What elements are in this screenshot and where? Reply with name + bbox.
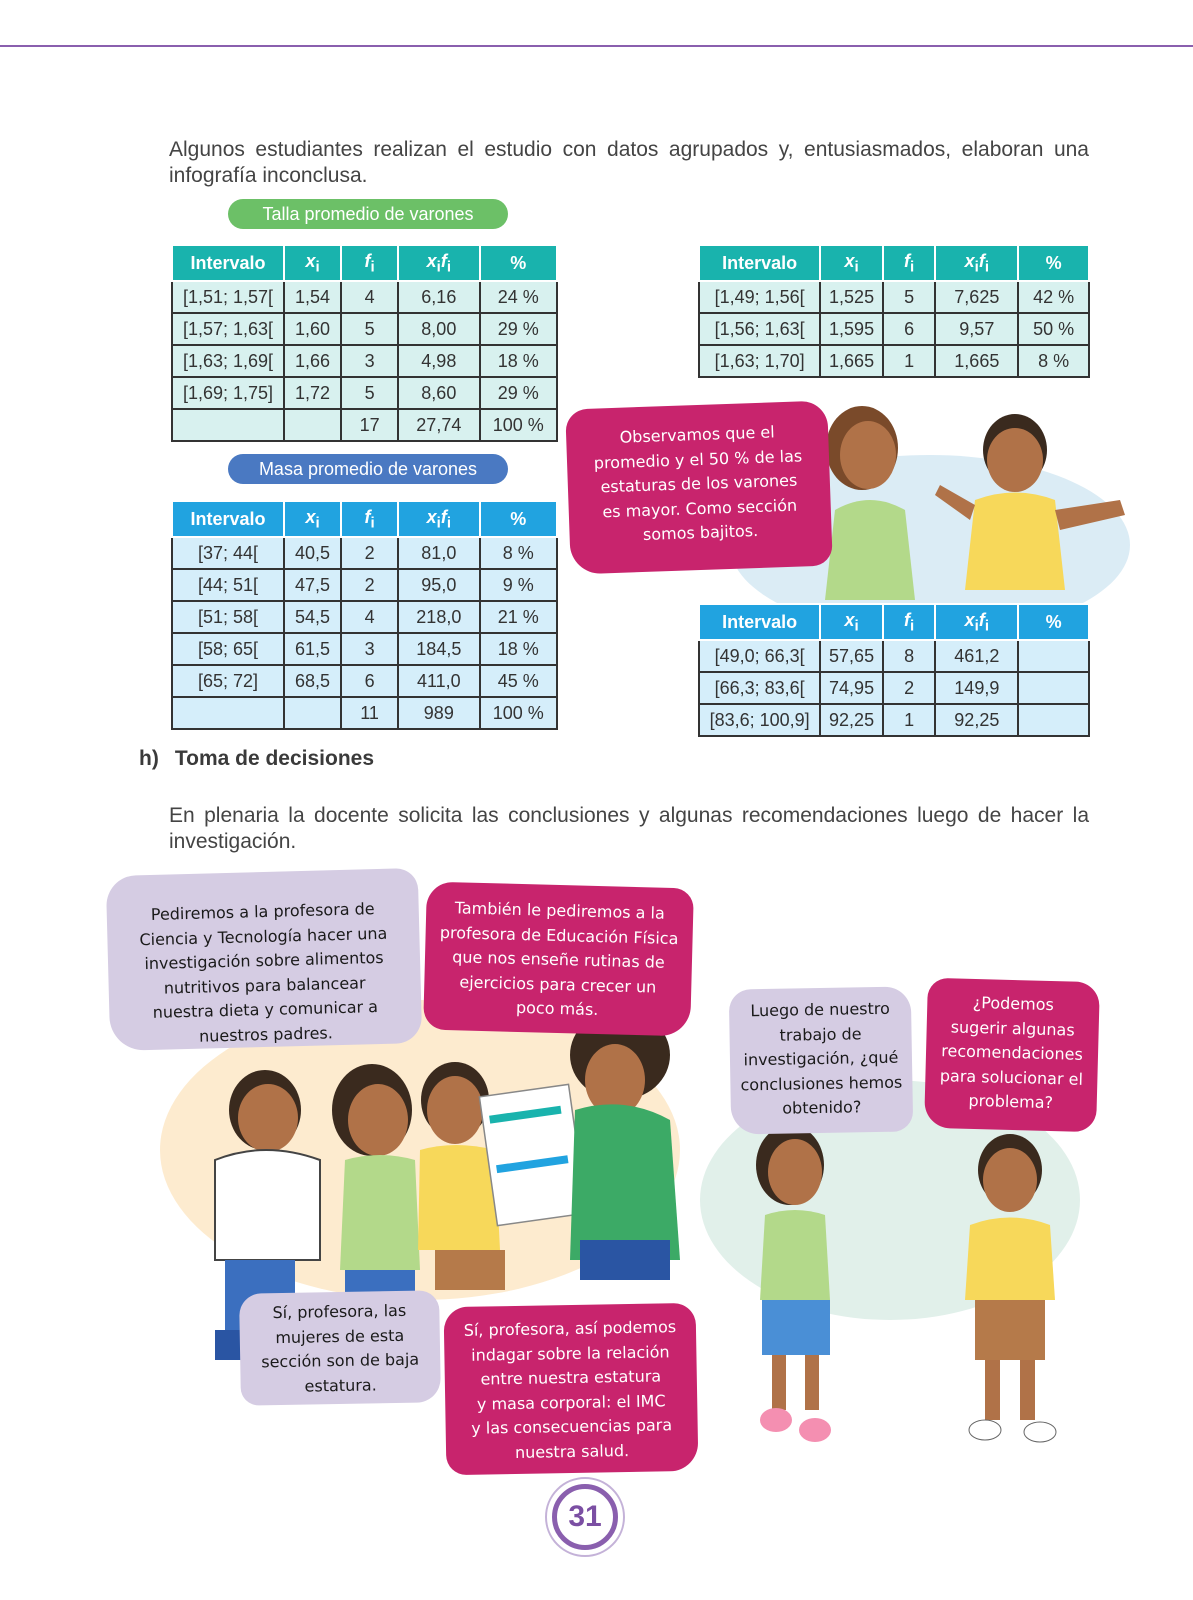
header-xi: $x_i$: [820, 245, 883, 281]
table-cell: 74,95: [820, 672, 883, 704]
bubble-line: También le pediremos a la: [454, 898, 666, 923]
table-cell: 61,5: [284, 633, 341, 665]
table-cell: 8 %: [480, 537, 557, 569]
table-cell: 11: [341, 697, 398, 729]
table-cell: 68,5: [284, 665, 341, 697]
speech-bubble-observamos: [565, 400, 833, 574]
table-cell: 8 %: [1018, 345, 1089, 377]
header-fi: $f_i$: [341, 501, 398, 537]
table-cell: 92,25: [820, 704, 883, 736]
table-cell: 81,0: [398, 537, 479, 569]
bubble-line: nutritivos para balancear: [163, 972, 366, 998]
speech-bubble-imc: [444, 1303, 699, 1475]
bubble-line: nuestra dieta y comunicar a: [152, 997, 379, 1022]
table-cell: 149,9: [935, 672, 1018, 704]
header-xifi: $x_if_i$: [398, 245, 479, 281]
table-row: [699, 672, 1089, 704]
table-row: [172, 345, 557, 377]
girl-figure-bottom: [756, 1125, 831, 1442]
bubble-line: Sí, profesora, así podemos: [463, 1317, 677, 1340]
header-percent: %: [480, 501, 557, 537]
table-row: [172, 377, 557, 409]
header-xifi: $x_if_i$: [935, 245, 1018, 281]
table-cell: 5: [341, 377, 398, 409]
bubble-line: somos bajitos.: [642, 520, 759, 544]
table-cell: 3: [341, 345, 398, 377]
table-cell: 21 %: [480, 601, 557, 633]
table-cell: 3: [341, 633, 398, 665]
table-cell: 100 %: [480, 697, 557, 729]
table-cell: [65; 72]: [172, 665, 284, 697]
table-cell: 6: [883, 313, 936, 345]
section-letter: h): [139, 747, 159, 770]
bubble-line: para solucionar el: [939, 1065, 1084, 1089]
table-cell: 24 %: [480, 281, 557, 313]
table-cell: 42 %: [1018, 281, 1089, 313]
table-cell: [44; 51[: [172, 569, 284, 601]
table-cell: 18 %: [480, 345, 557, 377]
table-header-row: [699, 604, 1089, 640]
table-cell: [49,0; 66,3[: [699, 640, 820, 672]
table-cell: [1,57; 1,63[: [172, 313, 284, 345]
table-cell: 4: [341, 601, 398, 633]
table-cell: [172, 697, 284, 729]
table-cell: 4,98: [398, 345, 479, 377]
table-cell: 1,665: [935, 345, 1018, 377]
bubble-line: Luego de nuestro: [750, 998, 890, 1021]
bubble-line: trabajo de: [779, 1023, 862, 1045]
bubble-line: ejercicios para crecer un: [459, 971, 657, 997]
table-cell: [1,69; 1,75]: [172, 377, 284, 409]
bubble-line: ¿Podemos: [972, 992, 1055, 1015]
table-cell: 6,16: [398, 281, 479, 313]
header-intervalo: Intervalo: [172, 245, 284, 281]
plenaria-line: En plenaria la docente solicita las conclusiones y algunas recomendaciones luego de hacer la: [169, 804, 1089, 827]
header-percent: %: [1018, 245, 1089, 281]
table-cell: 92,25: [935, 704, 1018, 736]
table-cell: 7,625: [935, 281, 1018, 313]
table-row: [699, 704, 1089, 736]
table-cell: 1,72: [284, 377, 341, 409]
bubble-line: conclusiones hemos: [740, 1072, 903, 1094]
table-cell: [83,6; 100,9]: [699, 704, 820, 736]
table-cell: 461,2: [935, 640, 1018, 672]
table-cell: 8,60: [398, 377, 479, 409]
table-cell: 2: [341, 537, 398, 569]
table-cell: [284, 697, 341, 729]
header-xifi: $x_if_i$: [935, 604, 1018, 640]
section-title: Toma de decisiones: [174, 747, 375, 770]
bubble-line: Observamos que el: [619, 422, 775, 447]
bubble-line: nuestros padres.: [198, 1022, 334, 1046]
table-cell: 989: [398, 697, 479, 729]
bubble-line: investigación, ¿qué: [743, 1047, 899, 1070]
speech-bubble-podemos: [924, 978, 1100, 1132]
header-intervalo: Intervalo: [172, 501, 284, 537]
bubble-line: estatura.: [304, 1374, 377, 1396]
bubble-line: promedio y el 50 % de las: [593, 445, 803, 473]
girl-green-top-left: [332, 1064, 420, 1310]
talla-title-pill: Talla promedio de varones: [228, 199, 508, 229]
bubble-line: nuestra salud.: [514, 1440, 630, 1462]
table-row: [172, 569, 557, 601]
table-row: [172, 665, 557, 697]
table-cell: 57,65: [820, 640, 883, 672]
table-cell: 100 %: [480, 409, 557, 441]
table-row: [172, 281, 557, 313]
table-cell: [1018, 672, 1089, 704]
table-cell: 8: [883, 640, 936, 672]
header-intervalo: Intervalo: [699, 604, 820, 640]
table-cell: 29 %: [480, 313, 557, 345]
table-cell: 1,66: [284, 345, 341, 377]
bubble-line: mujeres de esta: [275, 1325, 405, 1347]
bubble-line: Pediremos a la profesora de: [150, 899, 375, 924]
bubble-line: recomendaciones: [941, 1041, 1084, 1064]
plenaria-line: investigación.: [169, 830, 297, 853]
table-cell: [1018, 640, 1089, 672]
table-cell: 218,0: [398, 601, 479, 633]
bubble-line: investigación sobre alimentos: [144, 947, 384, 974]
table-cell: 1: [883, 704, 936, 736]
table-cell: 9,57: [935, 313, 1018, 345]
table-row: [172, 697, 557, 729]
header-fi: $f_i$: [341, 245, 398, 281]
table-cell: 40,5: [284, 537, 341, 569]
table-cell: [1018, 704, 1089, 736]
table-cell: 5: [883, 281, 936, 313]
table-cell: [58; 65[: [172, 633, 284, 665]
bubble-line: indagar sobre la relación: [471, 1341, 670, 1365]
table-cell: [1,63; 1,70]: [699, 345, 820, 377]
table-row: [699, 313, 1089, 345]
table-cell: [66,3; 83,6[: [699, 672, 820, 704]
table-cell: [1,51; 1,57[: [172, 281, 284, 313]
table-cell: [1,63; 1,69[: [172, 345, 284, 377]
table-cell: 50 %: [1018, 313, 1089, 345]
bubble-line: sección son de baja: [261, 1349, 420, 1372]
talla-mujeres-table: [698, 244, 1090, 378]
table-cell: 1,595: [820, 313, 883, 345]
table-row: [172, 601, 557, 633]
teacher-figure: [570, 1010, 680, 1280]
bubble-line: Sí, profesora, las: [272, 1300, 407, 1323]
bubble-line: problema?: [968, 1090, 1054, 1113]
bubble-line: estaturas de los varones: [600, 470, 798, 497]
masa-mujeres-table: [698, 603, 1090, 737]
table-cell: 1,60: [284, 313, 341, 345]
plenaria-paragraph: [169, 803, 1089, 855]
table-row: [699, 345, 1089, 377]
masa-table: [171, 500, 558, 730]
table-cell: [284, 409, 341, 441]
table-cell: 1,665: [820, 345, 883, 377]
table-cell: 27,74: [398, 409, 479, 441]
speech-bubble-mujeres: [239, 1290, 441, 1405]
table-cell: 8,00: [398, 313, 479, 345]
table-cell: [37; 44[: [172, 537, 284, 569]
header-intervalo: Intervalo: [699, 245, 820, 281]
section-heading: [139, 747, 374, 771]
table-cell: 2: [341, 569, 398, 601]
table-cell: 1,525: [820, 281, 883, 313]
header-xi: $x_i$: [284, 245, 341, 281]
bubble-line: profesora de Educación Física: [439, 922, 679, 948]
table-cell: [51; 58[: [172, 601, 284, 633]
table-cell: [172, 409, 284, 441]
speech-bubble-educacion-fisica: [423, 882, 694, 1037]
bubble-line: poco más.: [515, 997, 599, 1020]
table-row: [172, 633, 557, 665]
header-xi: $x_i$: [820, 604, 883, 640]
table-cell: 54,5: [284, 601, 341, 633]
table-cell: 5: [341, 313, 398, 345]
table-header-row: [699, 245, 1089, 281]
header-xifi: $x_if_i$: [398, 501, 479, 537]
header-percent: %: [1018, 604, 1089, 640]
bubble-line: sugerir algunas: [950, 1016, 1075, 1040]
bubble-line: obtenido?: [782, 1097, 862, 1118]
table-header-row: [172, 245, 557, 281]
table-row: [172, 537, 557, 569]
table-cell: 184,5: [398, 633, 479, 665]
table-row: [699, 640, 1089, 672]
table-cell: [1,56; 1,63[: [699, 313, 820, 345]
table-cell: 29 %: [480, 377, 557, 409]
table-cell: 411,0: [398, 665, 479, 697]
table-cell: 45 %: [480, 665, 557, 697]
table-cell: 18 %: [480, 633, 557, 665]
speech-bubble-luego: [729, 986, 914, 1134]
table-row: [172, 313, 557, 345]
bubble-line: que nos enseñe rutinas de: [451, 947, 666, 972]
table-cell: [1,49; 1,56[: [699, 281, 820, 313]
table-cell: 1: [883, 345, 936, 377]
bubble-line: Ciencia y Tecnología hacer una: [139, 923, 388, 949]
bubble-line: y las consecuencias para: [471, 1415, 673, 1438]
header-percent: %: [480, 245, 557, 281]
masa-title-pill: Masa promedio de varones: [228, 454, 508, 484]
table-cell: 6: [341, 665, 398, 697]
table-cell: 95,0: [398, 569, 479, 601]
talla-table: [171, 244, 558, 442]
table-header-row: [172, 501, 557, 537]
speech-bubble-ciencia: [106, 868, 422, 1051]
table-cell: 9 %: [480, 569, 557, 601]
bubble-line: y masa corporal: el IMC: [476, 1390, 666, 1414]
bubble-line: entre nuestra estatura: [480, 1366, 662, 1389]
intro-line: infografía inconclusa.: [169, 164, 368, 187]
table-cell: 17: [341, 409, 398, 441]
infographic-sheet: [479, 1084, 586, 1225]
table-row: [172, 409, 557, 441]
bubble-line: es mayor. Como sección: [602, 495, 798, 521]
table-cell: 4: [341, 281, 398, 313]
header-xi: $x_i$: [284, 501, 341, 537]
header-fi: $f_i$: [883, 245, 936, 281]
table-cell: 2: [883, 672, 936, 704]
intro-paragraph: [169, 137, 1089, 189]
page-number: 31: [552, 1484, 618, 1550]
table-cell: 1,54: [284, 281, 341, 313]
table-row: [699, 281, 1089, 313]
intro-line: Algunos estudiantes realizan el estudio con datos agrupados y, entusiasmados, elaboran una: [169, 138, 1089, 161]
table-cell: 47,5: [284, 569, 341, 601]
header-fi: $f_i$: [883, 604, 936, 640]
